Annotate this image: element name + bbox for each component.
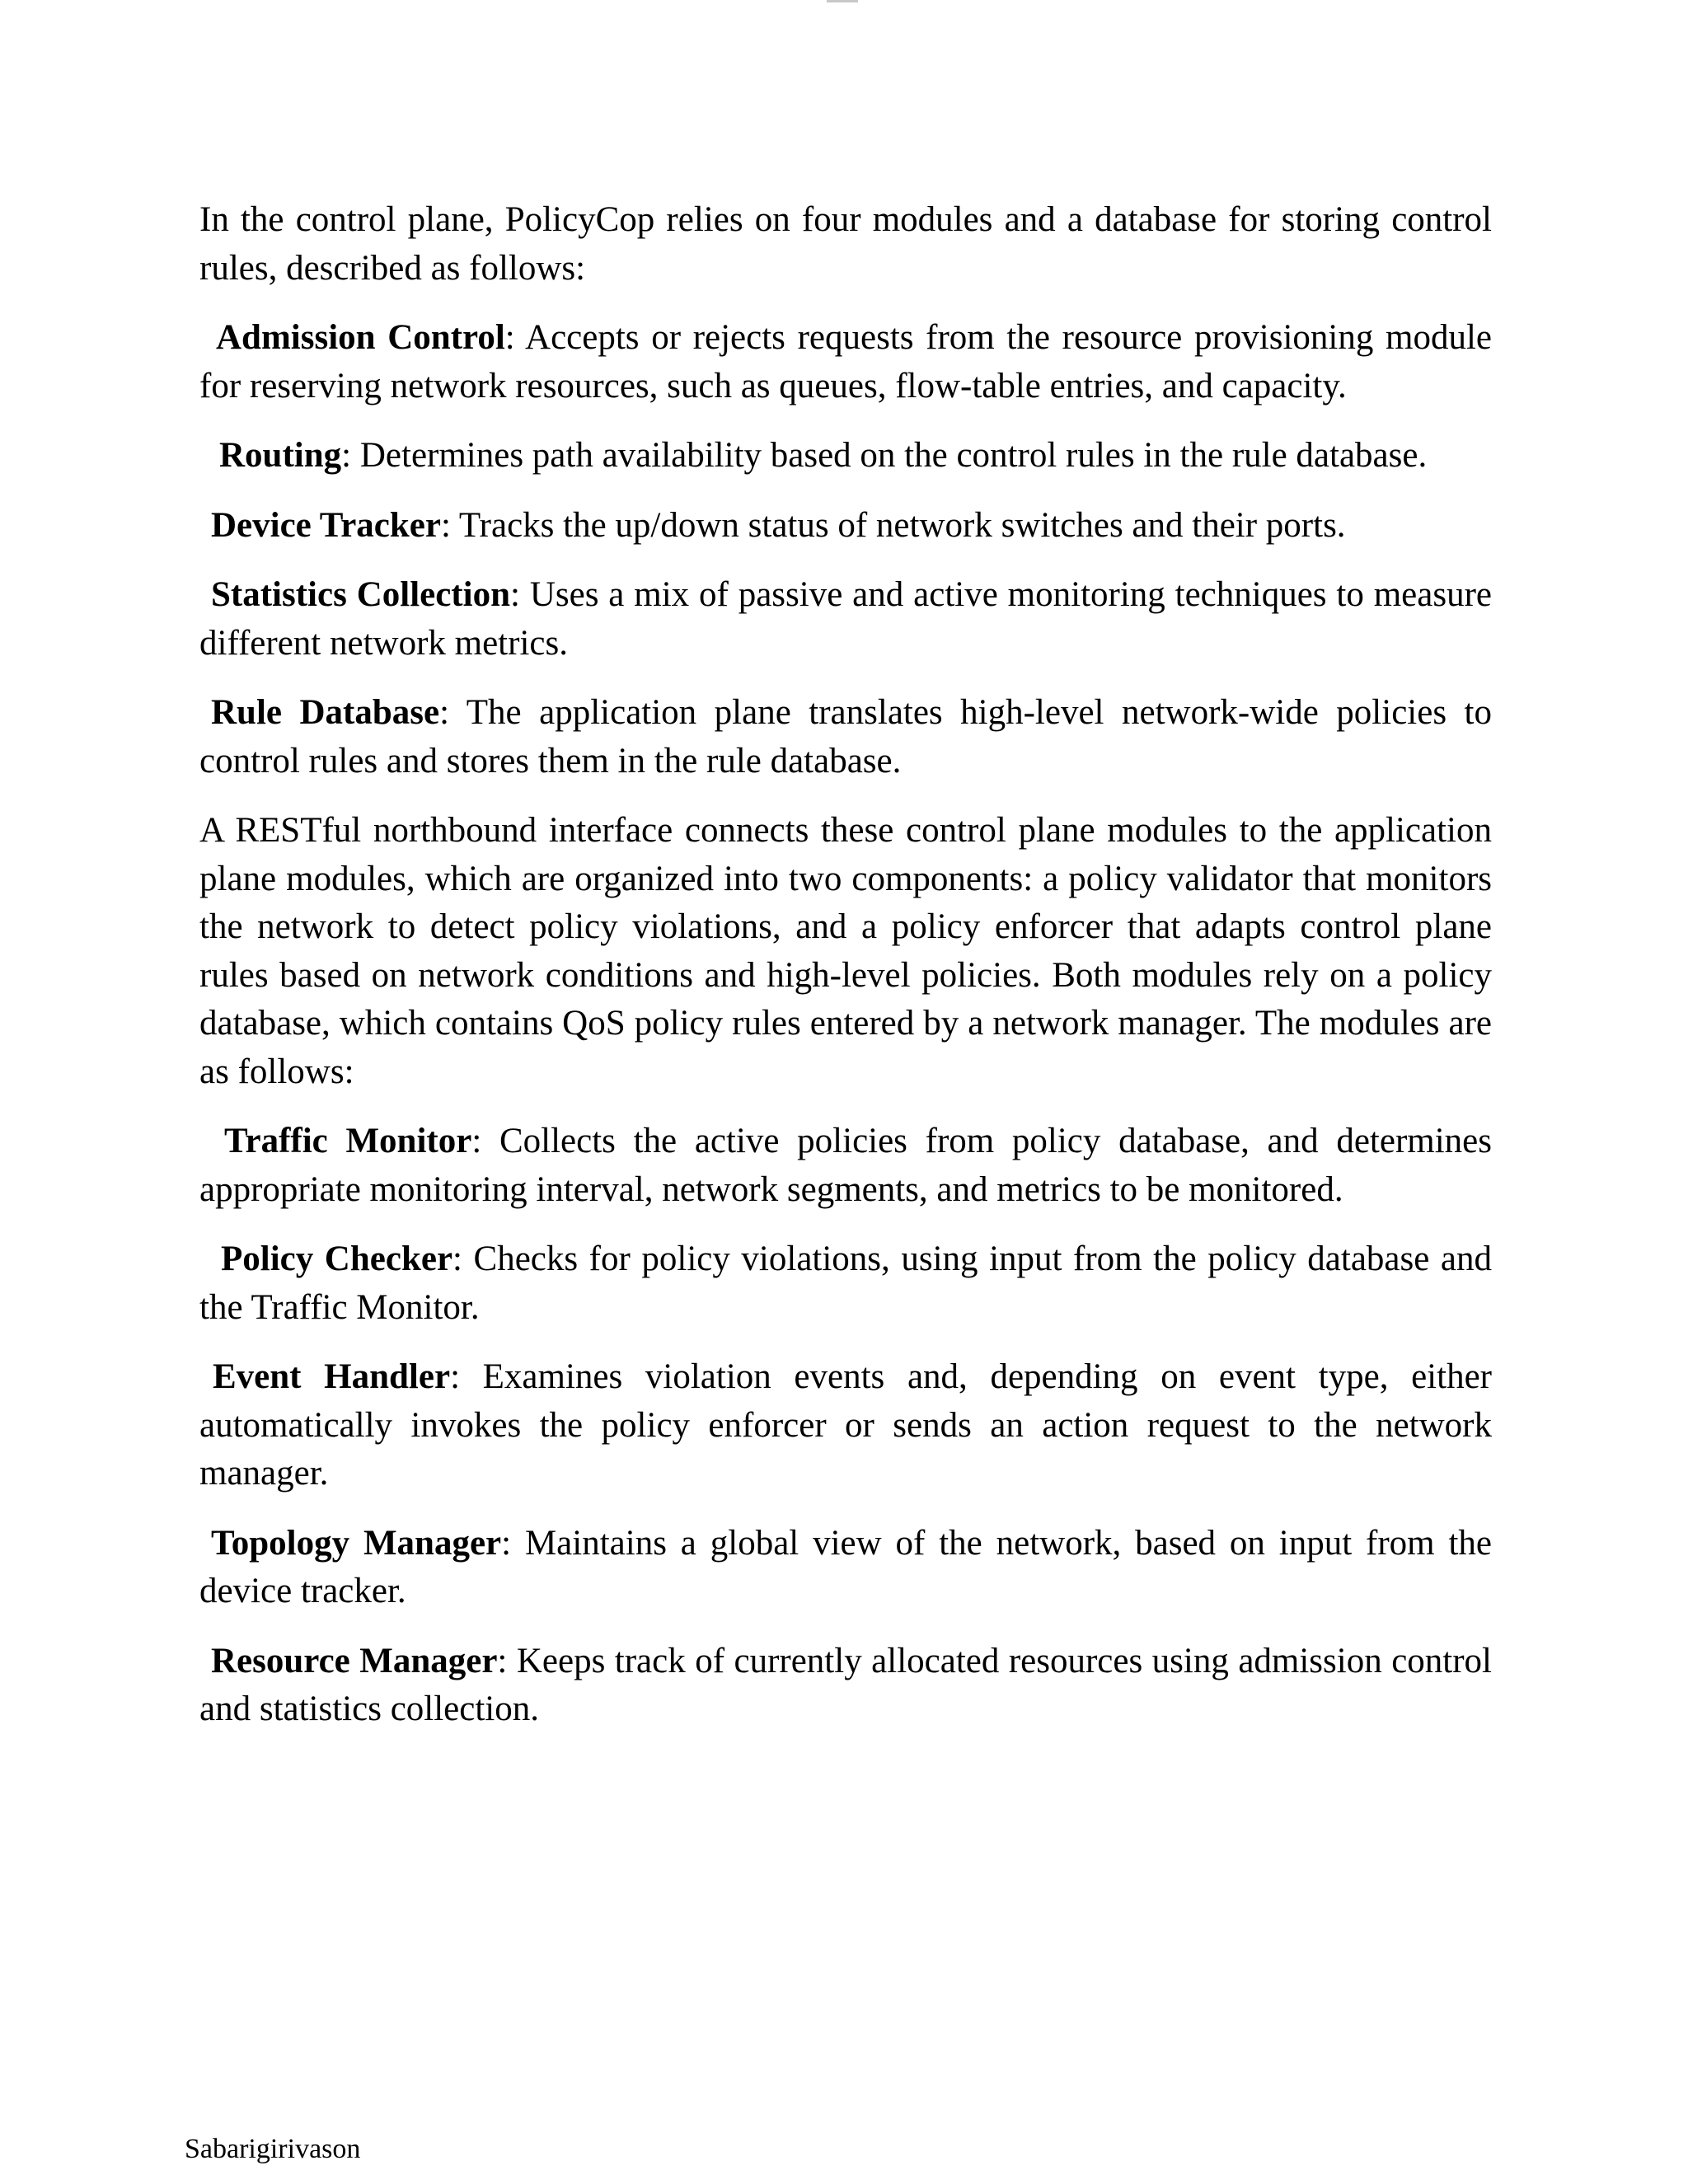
module-description: : Determines path availability based on the control rules in the rule database. [341, 436, 1428, 475]
module-item-rule-database [199, 689, 1492, 785]
module-item-policy-checker [199, 1235, 1492, 1332]
module-item-event-handler [199, 1353, 1492, 1498]
module-item-device-tracker [199, 502, 1492, 551]
module-term: Statistics Collection [211, 575, 510, 614]
module-item-routing [199, 432, 1492, 480]
intro-paragraph: In the control plane, PolicyCop relies on four modules and a database for storing control rules, described as follows: [199, 200, 1492, 288]
module-term: Rule Database [211, 693, 440, 732]
module-description: : Accepts or rejects requests from the resource provisioning module for reserving network resources, such as queues, flow-table entries, and capacity. [199, 318, 1492, 405]
module-description: : Collects the active policies from policy database, and determines appropriate monitoring interval, network segments, and metrics to be monitored. [199, 1122, 1492, 1209]
module-item-topology-manager [199, 1520, 1492, 1616]
module-item-statistics-collection [199, 571, 1492, 668]
module-term: Resource Manager [211, 1641, 498, 1680]
module-description: : Tracks the up/down status of network switches and their ports. [440, 505, 1346, 545]
module-description: : The application plane translates high-level network-wide policies to control rules and stores them in the rule database. [199, 693, 1492, 780]
module-description: : Keeps track of currently allocated resources using admission control and statistics collection. [199, 1641, 1492, 1728]
module-description: : Uses a mix of passive and active monitoring techniques to measure different network metrics. [199, 575, 1492, 663]
module-term: Traffic Monitor [224, 1122, 472, 1160]
module-item-admission-control [199, 314, 1492, 410]
module-term: Event Handler [213, 1357, 451, 1396]
module-term: Routing [219, 436, 342, 475]
module-item-traffic-monitor [199, 1118, 1492, 1214]
module-term: Topology Manager [211, 1523, 502, 1563]
module-term: Policy Checker [221, 1240, 453, 1278]
northbound-paragraph: A RESTful northbound interface connects these control plane modules to the application plane modules, which are organized into two components: a policy validator that monitors the network to detect policy violations, and a policy enforcer that adapts control plane rules based on network conditions and high-level policies. Both modules rely on a policy database, which contains QoS policy rules entered by a network manager. The modules are as follows: [199, 811, 1492, 1091]
module-description: : Maintains a global view of the network, based on input from the device tracker. [199, 1523, 1493, 1610]
document-body [199, 196, 1492, 1755]
module-term: Admission Control [216, 318, 505, 357]
module-term: Device Tracker [211, 505, 441, 545]
module-description: : Examines violation events and, depending on event type, either automatically invokes the policy enforcer or sends an action request to the network manager. [199, 1357, 1492, 1493]
module-item-resource-manager [199, 1638, 1492, 1734]
footer-author: Sabarigirivason [185, 2134, 361, 2164]
header-mark [827, 0, 858, 2]
module-description: : Checks for policy violations, using input from the policy database and the Traffic Monitor. [199, 1240, 1492, 1327]
